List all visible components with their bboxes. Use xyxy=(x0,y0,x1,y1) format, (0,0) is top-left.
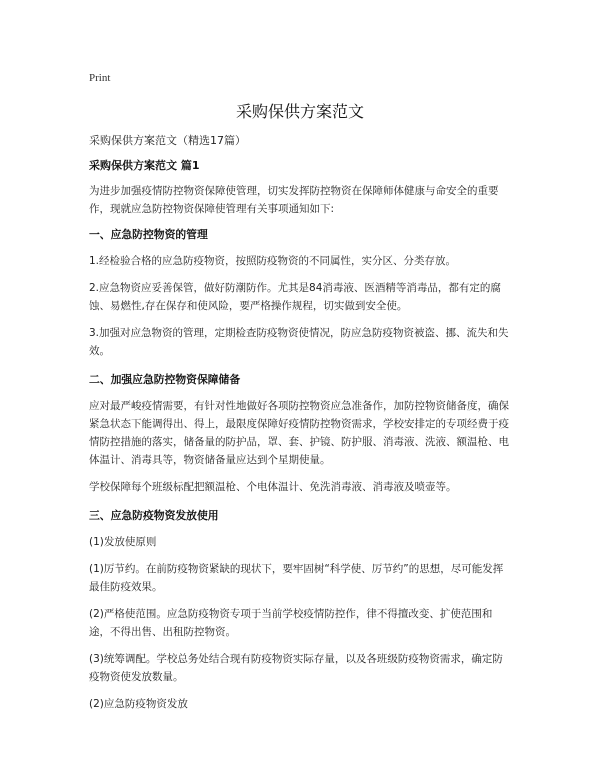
intro-paragraph: 为进步加强疫情防控物资保障使管理，切实发挥防控物资在保障师体健康与命安全的重要作，现就应急防控物资保障使管理有关事项通知如下: xyxy=(89,185,499,215)
article-body xyxy=(89,158,511,722)
section-1-paragraph-3: 3.加强对应急物资的管理，定期检查防疫物资使情况，防应急防疫物资被盗、挪、流失和失效。 xyxy=(89,327,509,357)
page-title: 采购保供方案范文 xyxy=(235,102,364,121)
section-3-paragraph-4: (3)统筹调配。学校总务处结合现有防疫物资实际存量，以及各班级防疫物资需求，确定防疫物资使发放数量。 xyxy=(89,653,503,683)
section-2-paragraph-1: 应对最严峻疫情需要，有针对性地做好各项防控物资应急准备作，加防控物资储备度，确保紧急状态下能调得出、得上，最限度保障好疫情防控物资需求，学校安排定的专项经费于疫情防控措施的落实，储备量的防护品，罩、套、护镜、防护服、消毒液、洗液、额温枪、电体温计、消毒具等，物资储备量应达到个星期使量。 xyxy=(89,400,509,466)
section-1-paragraph-2: 2.应急物资应妥善保管，做好防潮防作。尤其是84消毒液、医酒精等消毒品，都有定的腐蚀、易燃性,存在保存和使风险，要严格操作规程，切实做到安全使。 xyxy=(89,282,501,312)
section-3-paragraph-2: (1)厉节约。在前防疫物资紧缺的现状下，要牢固树“科学使、厉节约”的思想，尽可能发挥最佳防疫效果。 xyxy=(89,563,504,593)
section-3-paragraph-3: (2)严格使范围。应急防疫物资专项于当前学校疫情防控作，律不得擅改变、扩使范围和途，不得出售、出租防控物资。 xyxy=(89,608,493,638)
print-link[interactable]: Print xyxy=(89,72,111,84)
part-title: 采购保供方案范文 篇1 xyxy=(89,159,200,172)
section-heading-3: 三、应急防疫物资发放使用 xyxy=(89,509,219,522)
section-2-paragraph-2: 学校保障每个班级标配把额温枪、个电体温计、免洗消毒液、消毒液及喷壶等。 xyxy=(89,481,457,493)
section-3-paragraph-5: (2)应急防疫物资发放 xyxy=(89,698,188,710)
section-heading-2: 二、加强应急防控物资保障储备 xyxy=(89,373,241,386)
section-1-paragraph-1: 1.经检验合格的应急防疫物资，按照防疫物资的不同属性，实分区、分类存放。 xyxy=(89,255,457,267)
section-3-paragraph-1: (1)发放使原则 xyxy=(89,536,157,548)
section-heading-1: 一、应急防控物资的管理 xyxy=(89,228,208,241)
document-subtitle: 采购保供方案范文（精选17篇） xyxy=(89,134,246,147)
